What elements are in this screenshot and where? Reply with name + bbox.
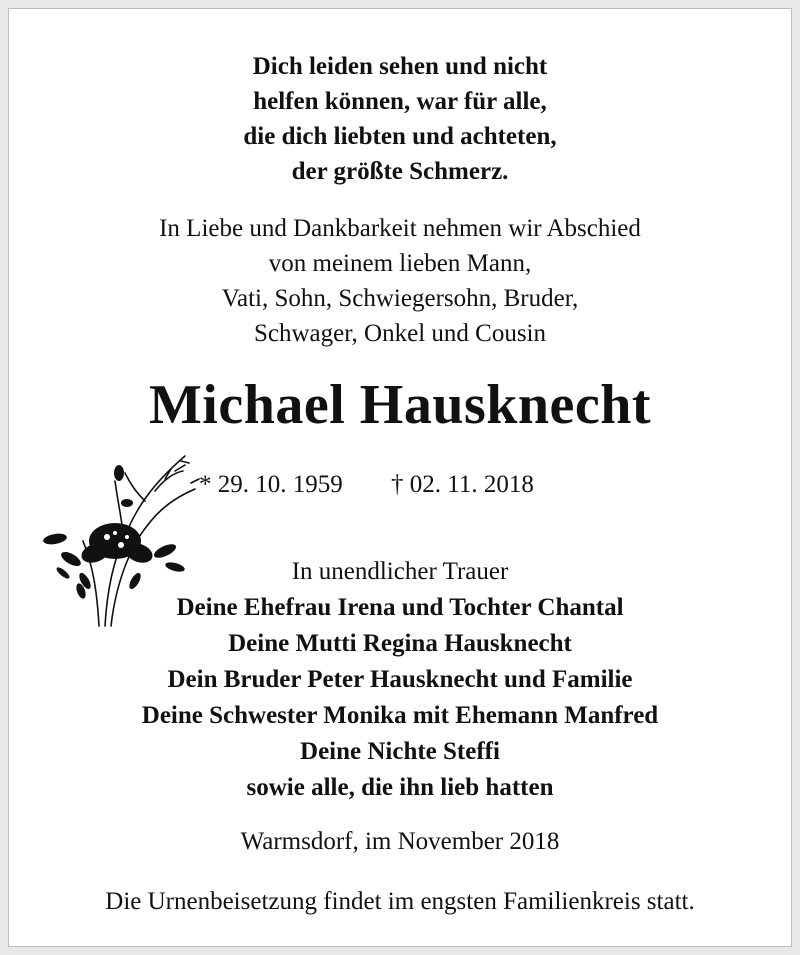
- intro-line: In Liebe und Dankbarkeit nehmen wir Abschied: [159, 215, 641, 242]
- mourner-line: Deine Mutti Regina Hausknecht: [228, 630, 572, 657]
- mourner-line: Deine Schwester Monika mit Ehemann Manfred: [141, 702, 659, 729]
- verse-line: Dich leiden sehen und nicht: [252, 53, 548, 80]
- verse-line: die dich liebten und achteten,: [243, 123, 557, 150]
- mourners-block: [9, 554, 791, 806]
- mourner-line: Dein Bruder Peter Hausknecht und Familie: [167, 666, 633, 693]
- mourner-line: Deine Ehefrau Irena und Tochter Chantal: [176, 594, 624, 621]
- verse-line: der größte Schmerz.: [291, 158, 509, 185]
- place-and-date: Warmsdorf, im November 2018: [240, 828, 560, 855]
- intro-line: Vati, Sohn, Schwiegersohn, Bruder,: [221, 285, 579, 312]
- mourner-line: Deine Nichte Steffi: [300, 738, 500, 765]
- mourner-line: sowie alle, die ihn lieb hatten: [246, 774, 554, 801]
- birth-date: * 29. 10. 1959: [199, 471, 343, 498]
- mourning-heading: In unendlicher Trauer: [291, 558, 509, 585]
- farewell-intro: [9, 211, 791, 351]
- condolence-verse: [9, 49, 791, 189]
- burial-note: Die Urnenbeisetzung findet im engsten Familienkreis statt.: [105, 888, 695, 915]
- life-dates: [199, 469, 534, 501]
- death-date: † 02. 11. 2018: [391, 471, 534, 498]
- deceased-name: Michael Hausknecht: [148, 374, 652, 436]
- obituary-notice: [8, 8, 792, 947]
- intro-line: von meinem lieben Mann,: [268, 250, 532, 277]
- verse-line: helfen können, war für alle,: [253, 88, 547, 115]
- intro-line: Schwager, Onkel und Cousin: [253, 320, 547, 347]
